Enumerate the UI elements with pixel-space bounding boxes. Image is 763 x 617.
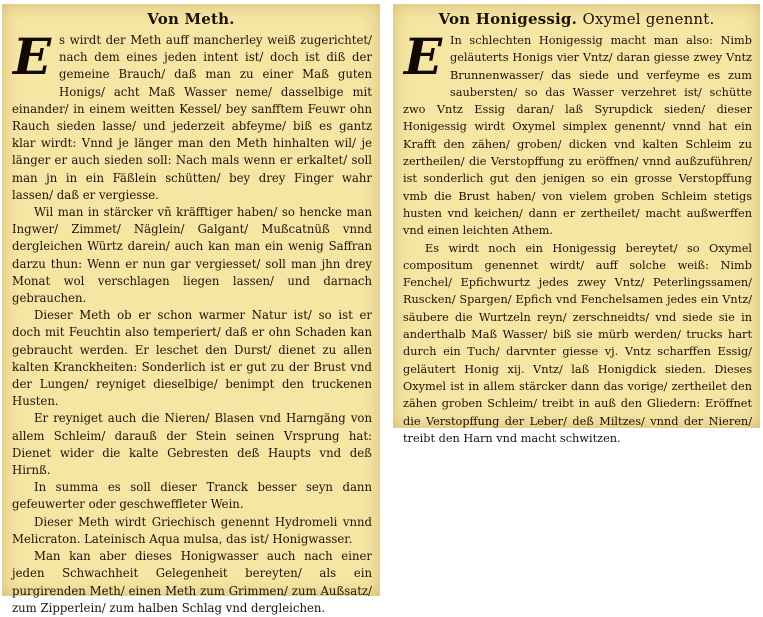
right-title-main: Von Honigessig. [438, 10, 578, 28]
left-page-title: Von Meth. [147, 10, 235, 28]
right-page-title [393, 10, 760, 28]
left-paragraph-4: Er reyniget auch die Nieren/ Blasen vnd Harngäng von allem Schleim/ darauß der Stein seinen Vrsprung hat: Dienet wider die kalte Gebresten deß Haupts vnd deß Hirnß. [12, 411, 372, 478]
right-title-latin: Oxymel genennt. [582, 10, 715, 28]
left-paragraph-5: In summa es soll dieser Tranck besser seyn dann gefeuwerter oder geschweffleter Wein. [12, 480, 372, 512]
right-paragraph-2: Es wirdt noch ein Honigessig bereytet/ so Oxymel compositum genennet wirdt/ auff solche weiß: Nimb Fenchel/ Epfichwurtz jedes zwey Vntz/ Peterlingssamen/ Ruscken/ Spargen/ Epfich vnd Fenchelsamen jedes ein Vntz/ säubere die Wurtzeln reyn/ zerschneidts/ vnd siede sie in anderthalb Maß Wasser/ biß sie mürb werden/ trucks hart durch ein Tuch/ darvnter giesse vj. Vntz scharffen Essig/ geläutert Honig xij. Vntz/ laß Honigdick sieden. Dieses Oxymel ist in allem stärcker dann das vorige/ zertheilet den zähen groben Schleim/ treibt in auß den Gliedern: Eröffnet die Verstopffung der Leber/ deß Miltzes/ vnnd der Nieren/ treibt den Harn vnd macht schwitzen. [403, 241, 752, 445]
right-page-body [393, 27, 760, 447]
left-paragraph-2: Wil man in stärcker vñ kräfftiger haben/ so hencke man Ingwer/ Zimmet/ Näglein/ Galgant/ Mußcatnüß vnnd dergleichen Würtz darein/ auch kan man ein wenig Saffran darzu thun: Wenn er nun gar vergiesset/ soll man jhn drey Monat wol verschlagen liegen lassen/ und darnach gebrauchen. [12, 205, 372, 306]
right-paragraph-1 [403, 27, 752, 240]
drop-cap-initial: E [12, 27, 52, 86]
left-paragraph-6: Dieser Meth wirdt Griechisch genennt Hydromeli vnnd Melicraton. Lateinisch Aqua mulsa, das ist/ Honigwasser. [12, 514, 372, 546]
left-paragraph-3: Dieser Meth ob er schon warmer Natur ist/ so ist er doch mit Feuchtin also temperiert/ daß er ohn Schaden kan gebraucht werden. Er leschet den Durst/ dienet zu allen kalten Kranckheiten: Sonderlich ist er gut zu der Brust vnd der Lungen/ reyniget dieselbige/ benimpt den truckenen Husten. [12, 308, 372, 409]
left-page [2, 4, 380, 615]
left-paragraph-1 [12, 27, 372, 204]
right-page [393, 4, 760, 445]
left-paragraph-7: Man kan aber dieses Honigwasser auch nach einer jeden Schwachheit Gelegenheit bereyten/ als ein purgirenden Meth/ einen Meth zum Grimmen/ zum Außsatz/ zum Zipperlein/ zum halben Schlag vnd dergleichen. [12, 549, 372, 615]
drop-cap-initial: E [403, 27, 443, 86]
paragraph-text: In schlechten Honigessig macht man also: Nimb geläuterts Honigs vier Vntz/ daran giesse zwey Vntz Brunnenwasser/ das siede und verfeyme es zum saubersten/ so das Wasser verzehret ist/ schütte zwo Vntz Essig daran/ laß Syrupdick sieden/ dieser Honigessig wirdt Oxymel simplex genennt/ vnnd hat ein Krafft den zähen/ groben/ dicken vnd kalten Schleim zu zertheilen/ die Verstopffung zu eröffnen/ vnnd außzuführen/ ist sonderlich gut den jenigen so ein grosse Verstopffung vmb die Brust haben/ von vielem groben Schleim stetigs husten vnd keichen/ dann er zertheilet/ macht außwerffen vnd einen leichten Athem. [403, 34, 752, 238]
paragraph-text: s wirdt der Meth auff mancherley weiß zugerichtet/ nach dem eines jeden intent ist/ doch ist diß der gemeine Brauch/ daß man zu einer Maß guten Honigs/ acht Maß Wasser neme/ dasselbige mit einander/ in einem weitten Kessel/ bey sanfftem Feuwr ohn Rauch sieden lasse/ und jederzeit abfeyme/ biß es gantz klar wirdt: Vnnd je länger man den Meth hinhalten wil/ je länger er auch sieden soll: Nach mals wenn er erkaltet/ soll man jn in ein Fäßlein schütten/ bey drey Finger wahr lassen/ daß er vergiesse. [12, 33, 372, 202]
left-page-body [2, 27, 380, 617]
